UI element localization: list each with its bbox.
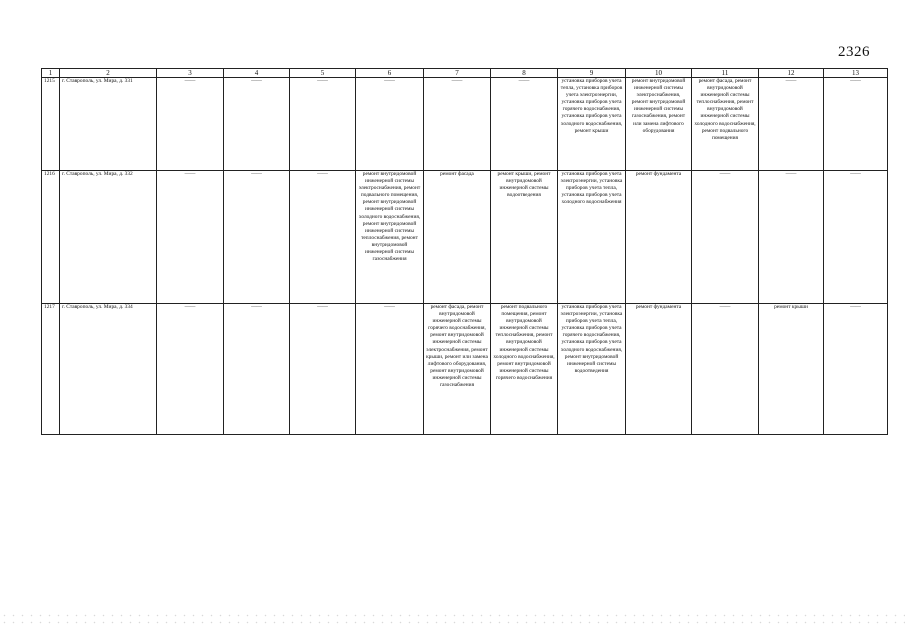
column-number: 8 [491, 69, 558, 78]
empty-dash-cell: —— [759, 171, 824, 304]
empty-dash-cell: —— [824, 171, 888, 304]
works-cell: ремонт фасада, ремонт внутридомовой инженерной системы горячего водоснабжения, ремонт внутридомовой инженерной системы электроснабжения, ремонт крыши, ремонт или замена лифтового оборудования, ремонт внутридомовой инженерной системы газоснабжения [424, 304, 491, 435]
column-number: 13 [824, 69, 888, 78]
empty-dash-cell: —— [356, 304, 424, 435]
works-cell: установка приборов учета тепла, установка приборов учета электроэнергии, установка приборов учета горячего водоснабжения, установка приборов учета холодного водоснабжения, ремонт крыши [558, 78, 626, 171]
row-number: 1217 [42, 304, 60, 435]
column-number: 5 [290, 69, 356, 78]
empty-dash-cell: —— [224, 171, 290, 304]
column-number: 3 [157, 69, 224, 78]
works-cell: ремонт фундамента [626, 171, 692, 304]
empty-dash-cell: —— [356, 78, 424, 171]
column-number: 4 [224, 69, 290, 78]
works-cell: ремонт подвального помещения, ремонт внутридомовой инженерной системы теплоснабжения, ремонт внутридомовой инженерной системы холодного водоснабжения, ремонт внутридомовой инженерной системы горячего водоснабжения [491, 304, 558, 435]
table-row [42, 304, 888, 435]
empty-dash-cell: —— [290, 171, 356, 304]
row-number: 1216 [42, 171, 60, 304]
empty-dash-cell: —— [224, 78, 290, 171]
column-number-row [42, 69, 888, 78]
works-cell: ремонт внутридомовой инженерной системы электроснабжения, ремонт внутридомовой инженерной системы газоснабжения, ремонт или замена лифтового оборудования [626, 78, 692, 171]
empty-dash-cell: —— [157, 304, 224, 435]
column-number: 7 [424, 69, 491, 78]
empty-dash-cell: —— [692, 304, 759, 435]
works-cell: ремонт фасада [424, 171, 491, 304]
works-cell: ремонт крыши, ремонт внутридомовой инженерной системы водоотведения [491, 171, 558, 304]
empty-dash-cell: —— [290, 304, 356, 435]
works-cell: ремонт фундамента [626, 304, 692, 435]
empty-dash-cell: —— [824, 78, 888, 171]
table-row [42, 171, 888, 304]
empty-dash-cell: —— [157, 78, 224, 171]
column-number: 10 [626, 69, 692, 78]
works-cell: ремонт крыши [759, 304, 824, 435]
column-number: 9 [558, 69, 626, 78]
scan-noise [0, 612, 905, 626]
empty-dash-cell: —— [759, 78, 824, 171]
works-cell: установка приборов учета электроэнергии, установка приборов учета тепла, установка приборов учета горячего водоснабжения, установка приборов учета холодного водоснабжения, ремонт внутридомовой инженерной системы водоотведения [558, 304, 626, 435]
works-table [41, 68, 888, 435]
table-row [42, 78, 888, 171]
works-cell: ремонт фасада, ремонт внутридомовой инженерной системы теплоснабжения, ремонт внутридомовой инженерной системы холодного водоснабжения, ремонт подвального помещения [692, 78, 759, 171]
empty-dash-cell: —— [224, 304, 290, 435]
address-cell: г. Ставрополь, ул. Мира, д. 332 [60, 171, 157, 304]
address-cell: г. Ставрополь, ул. Мира, д. 334 [60, 304, 157, 435]
empty-dash-cell: —— [157, 171, 224, 304]
page-number: 2326 [838, 44, 870, 60]
column-number: 12 [759, 69, 824, 78]
empty-dash-cell: —— [491, 78, 558, 171]
empty-dash-cell: —— [692, 171, 759, 304]
column-number: 11 [692, 69, 759, 78]
works-cell: ремонт внутридомовой инженерной системы электроснабжения, ремонт подвального помещения, ремонт внутридомовой инженерной системы холодного водоснабжения, ремонт внутридомовой инженерной системы теплоснабжения, ремонт внутридомовой инженерной системы газоснабжения [356, 171, 424, 304]
empty-dash-cell: —— [824, 304, 888, 435]
empty-dash-cell: —— [424, 78, 491, 171]
column-number: 1 [42, 69, 60, 78]
row-number: 1215 [42, 78, 60, 171]
empty-dash-cell: —— [290, 78, 356, 171]
works-cell: установка приборов учета электроэнергии, установка приборов учета тепла, установка приборов учета холодного водоснабжения [558, 171, 626, 304]
column-number: 2 [60, 69, 157, 78]
column-number: 6 [356, 69, 424, 78]
address-cell: г. Ставрополь, ул. Мира, д. 331 [60, 78, 157, 171]
